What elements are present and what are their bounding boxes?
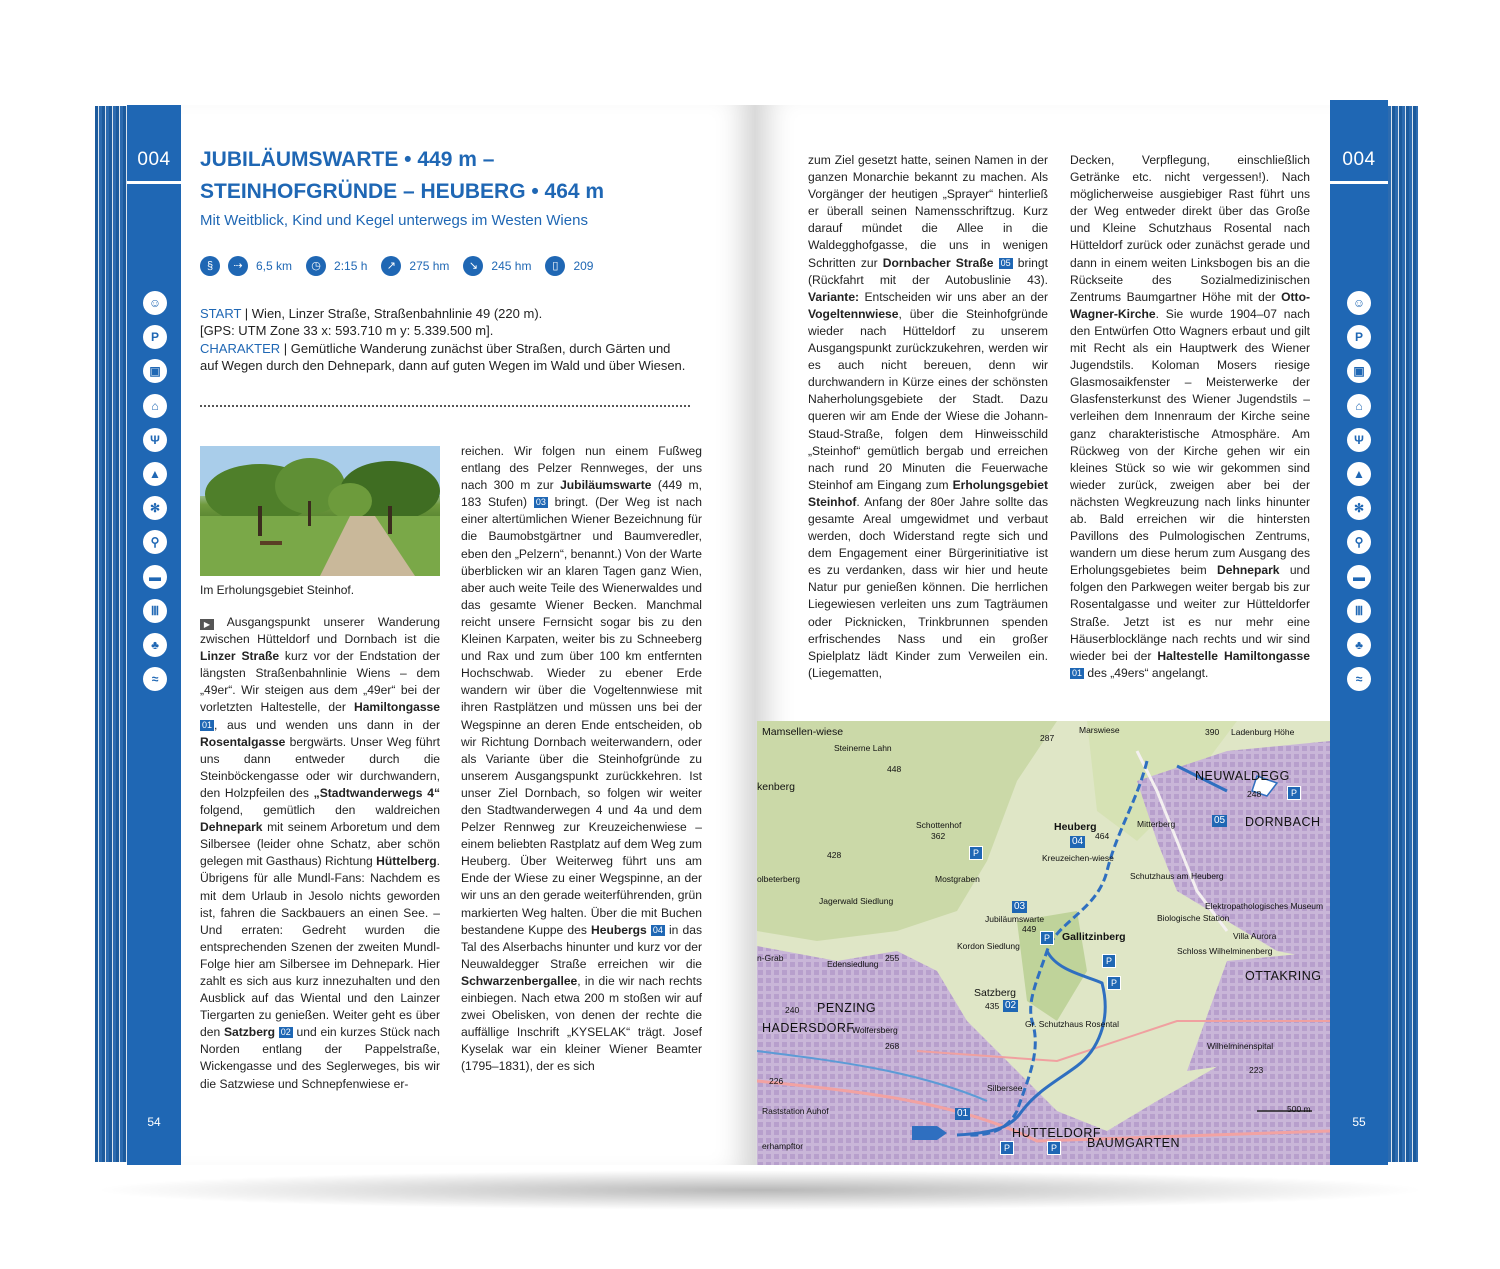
map-label-biologische-station: Biologische Station [1157,913,1230,923]
dotted-divider [200,405,690,407]
phone-icon: ▯ [545,256,565,276]
parking-icon: P [1347,325,1371,349]
map-label-marswiese: Marswiese [1079,725,1120,735]
forest-icon: ♣ [143,633,167,657]
winter-icon: ✻ [143,496,167,520]
lodging-icon: ▬ [1347,565,1371,589]
tour-number-left: 004 [137,149,171,170]
map-label-steinerne-lahn: Steinerne Lahn [834,743,892,753]
map-height-362: 362 [931,831,946,841]
map-label-ottakring: OTTAKRING [1245,969,1322,983]
map-height-240: 240 [785,1005,800,1015]
map-station-01: 01 [957,1108,969,1119]
page-edges-right [1388,106,1418,1162]
map-label-huetteldorf: HÜTTELDORF [1012,1126,1102,1140]
winter-icon: ✻ [1347,496,1371,520]
map-label-grab: n-Grab [757,953,784,963]
play-marker-icon: ▶ [200,619,214,630]
map-label-heuberg: Heuberg [1054,821,1097,833]
map-label-gallitzinberg: Gallitzinberg [1062,931,1126,943]
map-height-255: 255 [885,953,900,963]
bus-icon: ▣ [1347,359,1371,383]
map-label-wolfersberg: Wolfersberg [852,1025,898,1035]
clock-icon: ◷ [306,256,326,276]
duration-value: 2:15 h [334,259,368,273]
bike-icon: ⚲ [1347,530,1371,554]
title-line-1: JUBILÄUMSWARTE • 449 m – [200,148,495,171]
map-scale: 500 m [1287,1104,1311,1114]
map-label-villa-aurora: Villa Aurora [1233,931,1277,941]
museum-icon: Ⅲ [143,599,167,623]
icon-column-left [141,291,169,701]
map-station-05: 05 [1214,815,1226,826]
map-label-wilhelminenspital: Wilhelminenspital [1207,1041,1274,1051]
tour-meta [200,305,690,374]
phone-value: 209 [573,259,594,273]
body-column-3: zum Ziel gesetzt hatte, seinen Namen in der ganzen Monarchie bekannt zu machen. Als Vorgänger der heutigen „Sprayer“ hinterließ er überall seinen Namensschriftzug. Kurz darauf mündet die Allee in die Waldegghofgasse, die uns in wenigen Schritten zur Dornbacher Straße 05 bringt (Rückfahrt mit der Autobuslinie 43). Variante: Entscheiden wir uns aber an der Vogeltennwiese, über die Steinhofgründe wieder nach Hütteldorf zu unserem Ausgangspunkt zurückzukehren, werden wir es auch nicht bereuen, denn wir durchwandern in Kürze eines der schönsten Naherholungsgebiete der Stadt. Dazu queren wir am Ende der Wiese die Johann-Staud-Straße, folgen dem Hinweisschild „Steinhof“ gemütlich bergab und erreichen nach rund 20 Minuten die Feuerwache Steinhof am Eingang zum Erholungsgebiet Steinhof. Anfang der 80er Jahre sollte das gesamte Areal umgewidmet und verbaut werden, doch Widerstand regte sich und dem Engagement einer Bürgerinitiative ist es zu verdanken, dass wir hier und heute Natur pur genießen können. Die herrlichen Liegewiesen verleiten uns zum Tagträumen oder Picknicken, Trinkbrunnen spenden erfrischendes Nass und ein großer Spielplatz lädt Kinder zum Verweilen ein. (Liegematten, [808,153,1048,680]
bike-icon: ⚲ [143,530,167,554]
map-label-edensiedlung: Edensiedlung [827,959,879,969]
start-text: | Wien, Linzer Straße, Straßenbahnlinie 49 (220 m). [241,306,543,321]
map-height-448: 448 [887,764,902,774]
photo-caption: Im Erholungsgebiet Steinhof. [200,583,355,597]
map-label-schottenhof: Schottenhof [916,820,962,830]
band-divider [127,181,181,184]
map-label-mostgraben: Mostgraben [935,874,980,884]
map-label-ladenburg: Ladenburg Höhe [1231,727,1295,737]
descent-icon: ↘ [463,256,483,276]
map-parking-icon: P [1040,931,1054,945]
body-column-4: Decken, Verpflegung, einschließlich Getränke etc. nicht vergessen!). Nach möglicherweise ausgiebiger Rast führt uns der Weg entweder direkt über das Große und Kleine Schutzhaus Rosental nach Hütteldorf zurück oder zunächst gerade und dann in einem weiten Linksbogen bis an die Rückseite des Sozialmedizinischen Zentrums Baumgartner Höhe mit der Otto-Wagner-Kirche. Sie wurde 1904–07 nach den Entwürfen Otto Wagners erbaut und gilt mit Recht als ein Hauptwerk des Wiener Jugendstils. Koloman Mosers riesige Glasmosaikfenster – Meisterwerke der Glasfensterkunst des Wiener Jugendstils – verleihen dem Innenraum der Kirche seine ganz charakteristische Atmosphäre. Am Rückweg von der Kirche gehen wir ein kleines Stück so wie wir gekommen sind wieder zurück, zweigen aber bei der nächsten Wegkreuzung nach links hinunter ab. Bald erreichen wir die hintersten Pavillons des Pulmologischen Zentrums, wandern um diese herum zum Ausgang des Erholungsgebietes beim Dehnepark und folgen den Parkwegen weiter bergab bis zur Rosentalgasse und weiter zur Hütteldorfer Straße. Jetzt ist es nur mehr eine Häuserblocklänge nach rechts und wir sind wieder bei der Haltestelle Hamiltongasse 01 des „49ers“ angelangt. [1070,153,1311,680]
map-label-baumgarten: BAUMGARTEN [1087,1136,1180,1150]
book-shadow [90,1170,1430,1210]
map-label-penzing: PENZING [817,1001,877,1015]
tour-facts [200,253,601,279]
parking-icon: P [143,325,167,349]
page-number-right: 55 [1352,1115,1366,1129]
ascent-icon: ↗ [381,256,401,276]
map-label-elektropathologisches: Elektropathologisches Museum [1205,901,1324,911]
map-parking-icon: P [1287,786,1301,800]
map-label-jubilaeumswarte: Jubiläumswarte [985,914,1045,924]
tour-title [200,144,720,208]
map-height-390: 390 [1205,727,1220,737]
map-label-raststation: Raststation Auhof [762,1106,829,1116]
map-height-428: 428 [827,850,842,860]
map-label-olbeterberg: olbeterberg [757,874,801,884]
map-parking-icon: P [1047,1141,1061,1155]
photo-illustration [200,446,440,576]
route-map[interactable] [757,721,1330,1165]
start-label: START [200,306,242,321]
map-label-kreuzeichenwiese: Kreuzeichen-wiese [1042,853,1114,863]
ascent-value: 275 hm [409,259,450,273]
summit-icon: ▲ [1347,462,1371,486]
map-label-schloss-wilhelminenberg: Schloss Wilhelminenberg [1177,946,1273,956]
map-height-248: 248 [1247,789,1262,799]
restaurant-icon: Ψ [1347,428,1371,452]
map-label-hadersdorf: HADERSDORF [762,1021,855,1035]
distance-value: 6,5 km [256,259,293,273]
map-parking-icon: P [969,846,983,860]
map-station-02: 02 [1005,1000,1017,1011]
map-height-223: 223 [1249,1065,1264,1075]
map-parking-icon: P [1107,976,1121,990]
map-label-erhampftor: erhampftor [762,1141,804,1151]
map-height-287: 287 [1040,733,1055,743]
body-column-2: reichen. Wir folgen nun einem Fußweg entlang des Pelzer Rennweges, der uns nach 300 m zur Jubiläumswarte (449 m, 183 Stufen) 03 bringt. (Der Weg ist nach einer altertümlichen Wiener Bezeichnung für die Baumobstgärtner und Baumveredler, eben den „Pelzern“, benannt.) Von der Warte überblicken wir an klaren Tagen ganz Wien, aber auch weite Teile des Wienerwaldes und das gesamte Wiener Becken. Manchmal reicht unsere Fernsicht sogar bis zu den Kleinen Karpaten, weiter bis zu Schneeberg und Rax und zum über 100 km entfernten Hochschwab. Wieder zu ebener Erde wandern wir über die Vogeltennwiese mit ihren Rastplätzen und müssen uns bei der Wegspinne an deren Ende entscheiden, ob wir Richtung Dornbach weiterwandern, oder als Variante über die Steinhofgründe zu unserem Ausgangspunkt zurückkehren. Ist unser Ziel Dornbach, so folgen wir weiter den Stadtwanderwegen 4 und 4a und dem Pelzer Rennweg zur Kreuzeichenwiese – einem beliebten Rastplatz auf dem Weg zum Heuberg. Über Weiterweg führt uns am Ende der Wiese zu einer Wegspinne, an der wir uns an den gerade weiterführenden, grün markierten Weg halten. Über die mit Buchen bestandene Kuppe des Heubergs 04 in das Tal des Alserbachs hinunter und kurz vor der Neuwaldegger Straße erreichen wir die Schwarzenbergallee, in die wir nach rechts einbiegen. Nach etwa 200 m stoßen wir auf zwei Obelisken, von denen der rechte die auffällige Inschrift „KYSELAK“ trägt. Josef Kyselak war ein kleiner Wiener Beamter (1795–1831), der es sich [461,444,702,1074]
child-friendly-icon: ☺ [1347,291,1371,315]
difficulty-icon: § [200,256,220,276]
icon-column-right [1345,291,1373,701]
museum-icon: Ⅲ [1347,599,1371,623]
map-label-silbersee: Silbersee [987,1083,1023,1093]
map-station-03: 03 [1014,901,1026,912]
bus-icon: ▣ [143,359,167,383]
gps-text: [GPS: UTM Zone 33 x: 593.710 m y: 5.339.500 m]. [200,323,494,339]
steinhof-photo [200,446,440,576]
forest-icon: ♣ [1347,633,1371,657]
body-column-1: ▶ Ausgangspunkt unserer Wanderung zwischen Hütteldorf und Dornbach ist die Linzer Straße kurz vor der Endstation der längsten Straßenbahnlinie Wiens – dem „49er“. Wir steigen aus dem „49er“ bei der vorletzten Haltestelle, der Hamiltongasse 01 , aus und wenden uns dann in der Rosentalgasse bergwärts. Unser Weg führt uns dann entweder durch die Steinböckengasse oder wir durchwandern, den Holzpfeilen des „Stadtwanderwegs 4“ folgend, gemütlich den waldreichen Dehnepark mit seinem Arboretum und dem Silbersee (leider ohne Schatz, aber schön gelegen mit Gasthaus) Richtung Hüttelberg. Übrigens für alle Mundl-Fans: Nachdem es mit dem Urlaub in Jesolo nichts geworden ist, fahren die Sackbauers an einen See. – Und erraten: Gedreht wurden die entsprechenden Szenen der zweiten Mundl-Folge hier am Silbersee im Dehnepark. Hier zahlt es sich aus kurz innezuhalten und den Ausblick auf das Wiental und den Lainzer Tiergarten zu genießen. Weiter geht es über den Satzberg 02 und ein kurzes Stück nach Norden entlang der Pappelstraße, Wickengasse und des Seglerweges, bis wir die Satzwiese und Schnepfenwiese er- [200,615,440,1091]
map-label-satzberg: Satzberg [974,987,1017,999]
title-line-2: STEINHOFGRÜNDE – HEUBERG • 464 m [200,180,605,203]
map-height-449: 449 [1022,924,1037,934]
character-label: CHARAKTER [200,340,281,356]
map-label-marswiese-left: Mamsellen-wiese [762,726,844,738]
distance-sign-icon: ⇢ [228,256,248,276]
map-label-dornbach: DORNBACH [1245,815,1321,829]
map-label-jagerwald: Jagerwald Siedlung [819,896,894,906]
descent-value: 245 hm [491,259,532,273]
swimming-icon: ≈ [1347,667,1371,691]
map-station-04: 04 [1072,836,1084,847]
map-parking-icon: P [1000,1141,1014,1155]
map-label-schutzhaus-heuberg: Schutzhaus am Heuberg [1130,871,1224,881]
map-height-226: 226 [769,1076,784,1086]
cable-car-icon: ⌂ [143,394,167,418]
summit-icon: ▲ [143,462,167,486]
restaurant-icon: Ψ [143,428,167,452]
map-label-neuwaldegg: NEUWALDEGG [1195,769,1290,783]
map-label-kenberg: kenberg [757,781,795,793]
lodging-icon: ▬ [143,565,167,589]
map-label-gr-schutzhaus: Gr. Schutzhaus Rosental [1025,1019,1120,1029]
tour-subtitle: Mit Weitblick, Kind und Kegel unterwegs im Westen Wiens [200,212,588,229]
tour-number-right: 004 [1342,149,1376,170]
page-number-left: 54 [147,1115,161,1129]
cable-car-icon: ⌂ [1347,394,1371,418]
map-label-kordon: Kordon Siedlung [957,941,1020,951]
map-height-435: 435 [985,1001,1000,1011]
character-text: | Gemütliche Wanderung zunächst über Straßen, durch Gärten und auf Wegen durch den Dehnepark, dann auf guten Wegen im Wald und über Wiesen. [200,340,686,373]
page-edges-left [95,106,127,1162]
swimming-icon: ≈ [143,667,167,691]
child-friendly-icon: ☺ [143,291,167,315]
map-height-464: 464 [1095,831,1110,841]
map-parking-icon: P [1102,954,1116,968]
map-height-268: 268 [885,1041,900,1051]
map-label-mitterberg: Mitterberg [1137,819,1176,829]
band-divider [1330,181,1388,184]
